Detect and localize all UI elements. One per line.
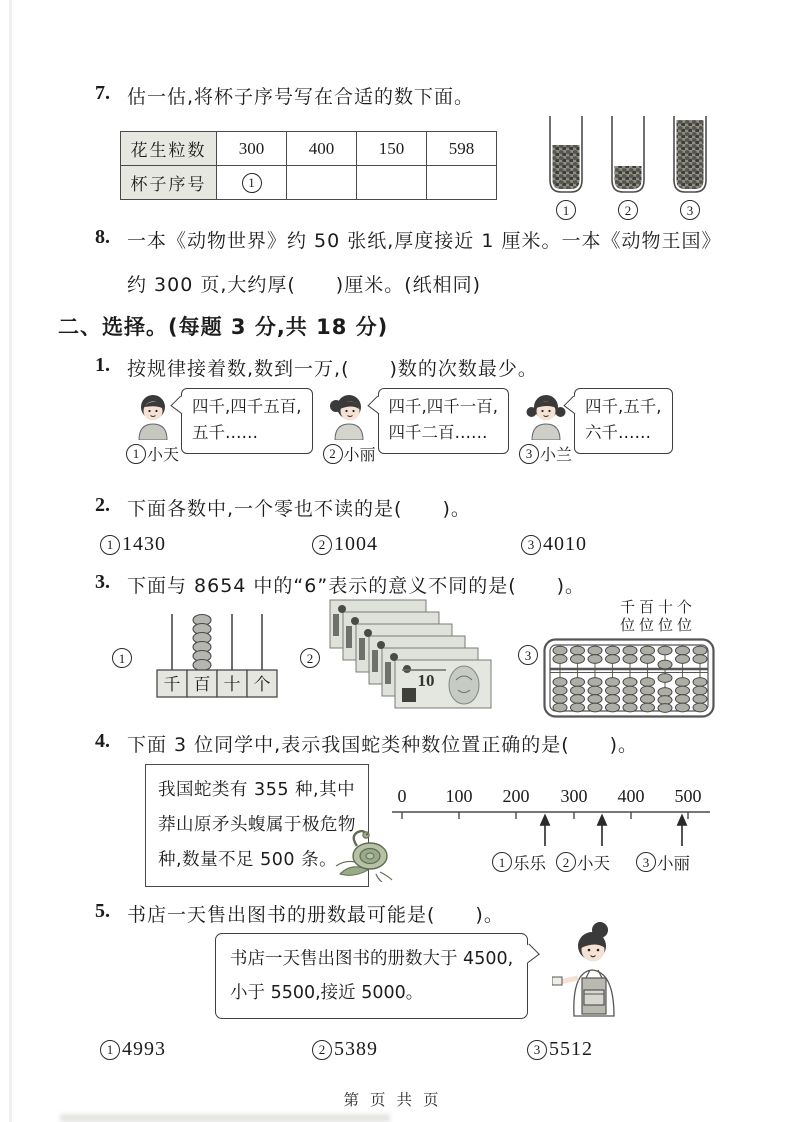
question-s2-2 bbox=[95, 494, 471, 521]
speech-line1: 四千,五千, bbox=[585, 397, 662, 416]
child-group-xiaotian bbox=[126, 388, 313, 465]
question-7-number: 7. bbox=[95, 82, 110, 104]
speech-line2: 五千…… bbox=[192, 423, 259, 442]
circled-number: 2 bbox=[312, 1040, 332, 1060]
question-8 bbox=[95, 226, 721, 253]
option-value: 4993 bbox=[122, 1038, 166, 1060]
fact-line3: 种,数量不足 500 条。 bbox=[158, 850, 338, 870]
cup1-beans bbox=[550, 145, 582, 191]
cup-number-cell-blank bbox=[287, 166, 357, 200]
bookseller-girl-illustration bbox=[552, 920, 632, 1018]
question-8-number: 8. bbox=[95, 226, 110, 248]
speech-line1: 四千,四千五百, bbox=[192, 397, 302, 416]
svg-text:0: 0 bbox=[397, 786, 407, 806]
child-name: 小丽 bbox=[343, 445, 376, 464]
question-s2-3-number: 3. bbox=[95, 571, 110, 593]
child-group-xiaoli bbox=[323, 388, 510, 465]
child-name: 小兰 bbox=[540, 445, 573, 464]
svg-text:个: 个 bbox=[253, 675, 271, 695]
child-avatar-girl-icon bbox=[328, 394, 370, 440]
circled-number: 3 bbox=[636, 852, 656, 872]
circled-number: 1 bbox=[492, 852, 512, 872]
question-s2-5-number: 5. bbox=[95, 900, 110, 922]
svg-text:400: 400 bbox=[617, 786, 645, 806]
svg-text:200: 200 bbox=[502, 786, 530, 806]
question-s2-2-text: 下面各数中,一个零也不读的是( )。 bbox=[127, 498, 471, 520]
cup3-label: 3 bbox=[680, 200, 700, 220]
row-header-peanut-count: 花生粒数 bbox=[121, 132, 217, 166]
svg-text:十: 十 bbox=[223, 675, 241, 695]
abacus-caption bbox=[608, 598, 708, 634]
option-value: 1430 bbox=[122, 533, 166, 555]
question-s2-3 bbox=[95, 571, 585, 598]
speech-bubble-xiaotian bbox=[181, 388, 313, 454]
cup1-label: 1 bbox=[556, 200, 576, 220]
circled-number: 1 bbox=[242, 173, 262, 193]
abacus-caption-line1: 千百十个 bbox=[619, 598, 696, 616]
question-8-text-line2: 约 300 页,大约厚( )厘米。(纸相同) bbox=[127, 274, 482, 296]
peanut-count-cell: 400 bbox=[287, 132, 357, 166]
option-value: 5389 bbox=[334, 1038, 378, 1060]
banknote-qr-code bbox=[402, 688, 416, 702]
speech-bubble-xiaolan bbox=[574, 388, 673, 454]
page-footer: 第页共页 bbox=[343, 1091, 450, 1109]
circled-number: 1 bbox=[126, 444, 146, 464]
numberline-label-lele bbox=[492, 850, 546, 874]
place-value-counter-illustration bbox=[140, 608, 290, 700]
row-header-cup-number: 杯子序号 bbox=[121, 166, 217, 200]
q2-option-2 bbox=[312, 533, 378, 556]
question-s2-1 bbox=[95, 354, 538, 381]
svg-text:100: 100 bbox=[445, 786, 473, 806]
question-7-text: 估一估,将杯子序号写在合适的数下面。 bbox=[127, 86, 475, 108]
cup2-label: 2 bbox=[618, 200, 638, 220]
speech-line2: 六千…… bbox=[585, 423, 652, 442]
speech-bubble-xiaoli bbox=[378, 388, 510, 454]
circled-number-item2: 2 bbox=[300, 648, 320, 668]
child-label bbox=[519, 442, 572, 465]
abacus-illustration bbox=[543, 638, 715, 718]
table-row-cup-numbers bbox=[121, 166, 497, 200]
student-name: 乐乐 bbox=[513, 854, 546, 873]
svg-text:300: 300 bbox=[560, 786, 588, 806]
child-avatar-girl-pigtails-icon bbox=[525, 394, 567, 440]
cups-illustration bbox=[538, 114, 718, 198]
svg-text:500: 500 bbox=[674, 786, 702, 806]
banknotes-illustration bbox=[326, 596, 498, 712]
numberline-label-xiaoli bbox=[636, 850, 690, 874]
question-s2-4 bbox=[95, 730, 638, 757]
numberline-label-xiaotian bbox=[556, 850, 610, 874]
circled-number: 2 bbox=[323, 444, 343, 464]
bookstore-speech-bubble bbox=[215, 933, 528, 1019]
peanut-count-cell: 300 bbox=[217, 132, 287, 166]
scan-artifact-left-line bbox=[9, 0, 12, 1122]
bubble-line1: 书店一天售出图书的册数大于 4500, bbox=[230, 949, 514, 969]
cup3-beans bbox=[674, 120, 706, 191]
child-avatar-boy-icon bbox=[132, 394, 174, 440]
circled-number-item3: 3 bbox=[518, 645, 538, 665]
q5-option-1 bbox=[100, 1038, 166, 1061]
banknote-portrait bbox=[449, 666, 479, 704]
numberline-figure bbox=[388, 770, 718, 875]
bubble-line2: 小于 5500,接近 5000。 bbox=[230, 983, 424, 1003]
question-s2-1-number: 1. bbox=[95, 354, 110, 376]
banknote-denomination: 10 bbox=[417, 671, 435, 690]
counting-children-row bbox=[126, 388, 746, 465]
fact-line2: 莽山原矛头蝮属于极危物 bbox=[158, 815, 356, 835]
table-row-peanut-counts bbox=[121, 132, 497, 166]
circled-number-item1: 1 bbox=[112, 648, 132, 668]
question-s2-1-text: 按规律接着数,数到一万,( )数的次数最少。 bbox=[127, 358, 538, 380]
svg-text:百: 百 bbox=[193, 675, 211, 695]
question-7 bbox=[95, 82, 474, 109]
q5-option-3 bbox=[527, 1038, 593, 1061]
circled-number: 3 bbox=[521, 535, 541, 555]
snake-decoration-icon bbox=[330, 822, 396, 882]
student-name: 小天 bbox=[577, 854, 610, 873]
option-value: 5512 bbox=[549, 1038, 593, 1060]
q5-option-2 bbox=[312, 1038, 378, 1061]
question-s2-4-number: 4. bbox=[95, 730, 110, 752]
q2-option-1 bbox=[100, 533, 166, 556]
scan-artifact-bottom-smudge bbox=[60, 1114, 390, 1122]
child-label bbox=[126, 442, 179, 465]
numberline-illustration bbox=[388, 770, 718, 848]
counter-base-labels bbox=[157, 670, 277, 697]
cup-number-cell-blank bbox=[427, 166, 497, 200]
option-value: 1004 bbox=[334, 533, 378, 555]
circled-number: 3 bbox=[519, 444, 539, 464]
circled-number: 1 bbox=[100, 1040, 120, 1060]
child-name: 小天 bbox=[147, 445, 180, 464]
cup-number-cell-blank bbox=[357, 166, 427, 200]
q2-option-3 bbox=[521, 533, 587, 556]
child-group-xiaolan bbox=[519, 388, 673, 465]
peanut-count-cell: 150 bbox=[357, 132, 427, 166]
section-2-title: 二、选择。(每题 3 分,共 18 分) bbox=[58, 315, 389, 339]
question-s2-4-text: 下面 3 位同学中,表示我国蛇类种数位置正确的是( )。 bbox=[127, 734, 639, 756]
speech-line1: 四千,四千一百, bbox=[388, 397, 499, 416]
question-s2-5 bbox=[95, 900, 504, 927]
peanut-cups-figure bbox=[538, 114, 718, 218]
cup-number-cell bbox=[217, 166, 287, 200]
circled-number: 1 bbox=[100, 535, 120, 555]
peanut-count-cell: 598 bbox=[427, 132, 497, 166]
option-value: 4010 bbox=[543, 533, 587, 555]
question-8-line2 bbox=[127, 270, 481, 297]
abacus-caption-line2: 位位位位 bbox=[619, 616, 696, 634]
circled-number: 2 bbox=[312, 535, 332, 555]
question-s2-2-number: 2. bbox=[95, 494, 110, 516]
peanut-count-table bbox=[120, 131, 497, 200]
fact-line1: 我国蛇类有 355 种,其中 bbox=[158, 780, 356, 800]
question-8-text-line1: 一本《动物世界》约 50 张纸,厚度接近 1 厘米。一本《动物王国》 bbox=[127, 230, 722, 252]
question-s2-3-text: 下面与 8654 中的“6”表示的意义不同的是( )。 bbox=[127, 575, 586, 597]
child-label bbox=[323, 442, 376, 465]
cup2-beans bbox=[612, 166, 644, 191]
speech-line2: 四千二百…… bbox=[388, 423, 488, 442]
circled-number: 3 bbox=[527, 1040, 547, 1060]
svg-text:千: 千 bbox=[163, 675, 181, 695]
student-name: 小丽 bbox=[657, 854, 690, 873]
question-s2-5-text: 书店一天售出图书的册数最可能是( )。 bbox=[127, 904, 504, 926]
circled-number: 2 bbox=[556, 852, 576, 872]
